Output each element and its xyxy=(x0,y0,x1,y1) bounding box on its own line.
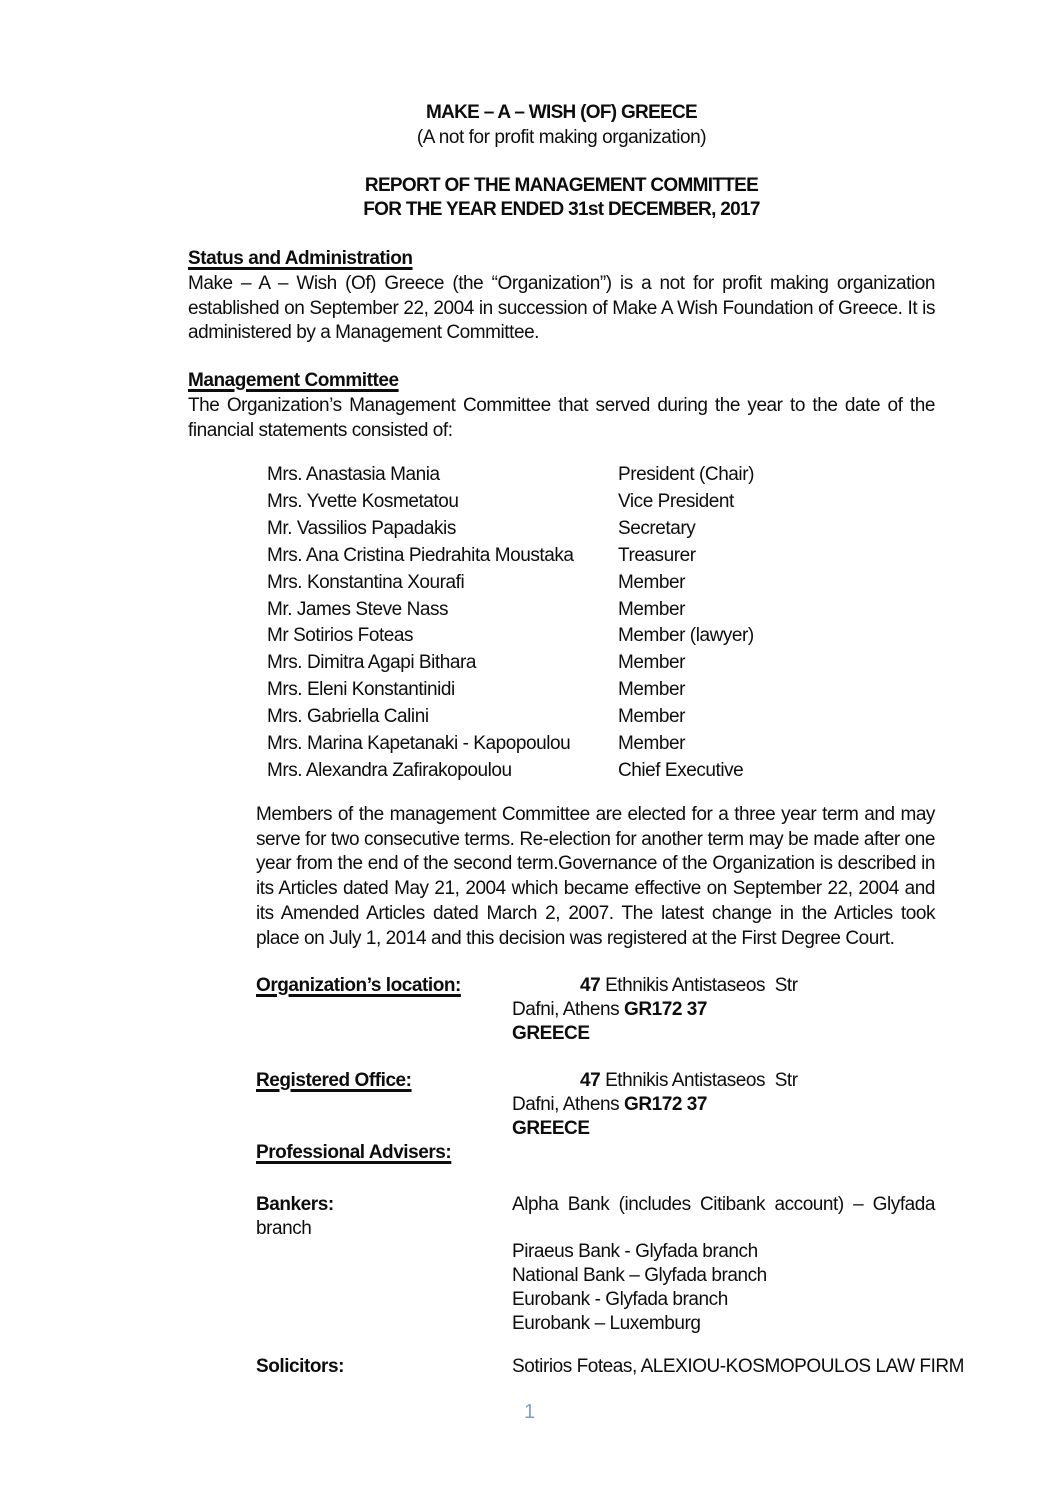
committee-terms-paragraph: Members of the management Committee are elected for a three year term and may serve for two consecutive terms. Re-election for another term may be made after one year from the end of the second term.Governance of the Organization is described in its Articles dated May 21, 2004 which became effective on September 22, 2004 and its Amended Articles dated March 2, 2007. The latest change in the Articles took place on July 1, 2014 and this decision was registered at the First Degree Court. xyxy=(256,804,935,949)
registered-office-street-number: 47 xyxy=(580,1070,601,1091)
member-role: President (Chair) xyxy=(618,464,754,485)
member-name: Mrs. Gabriella Calini xyxy=(267,706,429,728)
member-role: Member xyxy=(618,679,685,701)
location-label-wrap xyxy=(256,974,461,999)
member-name: Mr. Vassilios Papadakis xyxy=(267,517,456,539)
registered-office-city-prefix: Dafni, Athens xyxy=(512,1094,624,1116)
solicitors-label: Solicitors: xyxy=(256,1356,344,1377)
bankers-list-item: Eurobank – Luxemburg xyxy=(512,1313,701,1335)
member-role: Member (lawyer) xyxy=(618,625,754,647)
member-name: Mr. James Steve Nass xyxy=(267,598,449,620)
member-name: Mrs. Alexandra Zafirakopoulou xyxy=(267,759,512,781)
registered-office-street-name: Ethnikis Antistaseos Str xyxy=(600,1070,798,1091)
bankers-first-line-wrap: branch xyxy=(256,1218,312,1239)
document-title: MAKE – A – WISH (OF) GREECE xyxy=(425,102,698,123)
member-name: Mrs. Dimitra Agapi Bithara xyxy=(267,652,476,674)
member-role: Member xyxy=(618,733,685,755)
location-city xyxy=(512,998,952,1022)
committee-heading: Management Committee xyxy=(188,370,399,391)
location-address xyxy=(512,974,952,1047)
registered-office-label: Registered Office: xyxy=(256,1070,412,1091)
member-role: Vice President xyxy=(618,490,734,512)
member-name: Mrs. Yvette Kosmetatou xyxy=(267,490,459,512)
status-section xyxy=(188,247,935,346)
committee-intro: The Organization’s Management Committee that served during the year to the date of the financial statements consisted of: xyxy=(188,394,935,441)
report-title-line2: FOR THE YEAR ENDED 31st DECEMBER, 2017 xyxy=(363,199,760,221)
member-name: Mrs. Anastasia Mania xyxy=(267,464,440,485)
bankers-label: Bankers: xyxy=(256,1194,334,1215)
member-role: Member xyxy=(618,706,685,728)
member-role: Chief Executive xyxy=(618,759,744,781)
status-paragraph: Make – A – Wish (Of) Greece (the “Organization”) is a not for profit making organization established on September 22, 2004 in succession of Make A Wish Foundation of Greece. It is administered by a Management Committee. xyxy=(188,272,935,344)
member-name: Mr Sotirios Foteas xyxy=(267,625,414,647)
bankers-first-line: Alpha Bank (includes Citibank account) – Glyfada xyxy=(512,1194,935,1215)
member-role: Member xyxy=(618,571,685,593)
professional-advisers-label: Professional Advisers: xyxy=(256,1142,452,1163)
location-street-name: Ethnikis Antistaseos Str xyxy=(600,975,798,996)
member-role: Member xyxy=(618,598,685,620)
committee-members-list xyxy=(267,462,754,785)
member-name: Mrs. Konstantina Xourafi xyxy=(267,571,465,593)
bankers-list-item: Eurobank - Glyfada branch xyxy=(512,1289,728,1311)
location-street-number: 47 xyxy=(580,975,601,996)
solicitors-value: Sotirios Foteas, ALEXIOU-KOSMOPOULOS LAW FIRM xyxy=(512,1356,965,1377)
header-spacer xyxy=(188,151,935,174)
registered-office-street xyxy=(512,1069,952,1093)
bankers-list xyxy=(512,1240,767,1336)
committee-section xyxy=(188,369,935,443)
status-heading: Status and Administration xyxy=(188,248,413,269)
location-city-prefix: Dafni, Athens xyxy=(512,999,624,1021)
registered-office-postal-code: GR172 37 xyxy=(624,1094,708,1116)
report-title-line1: REPORT OF THE MANAGEMENT COMMITTEE xyxy=(364,174,759,196)
page-number: 1 xyxy=(523,1401,536,1423)
bankers-list-item: Piraeus Bank - Glyfada branch xyxy=(512,1241,758,1262)
location-label: Organization’s location: xyxy=(256,975,461,996)
professional-advisers-wrap xyxy=(256,1141,451,1166)
member-role: Treasurer xyxy=(618,544,696,566)
registered-office-city xyxy=(512,1093,952,1117)
document-header xyxy=(188,101,935,223)
member-role: Member xyxy=(618,652,685,674)
location-country: GREECE xyxy=(512,1023,590,1045)
member-role: Secretary xyxy=(618,517,696,539)
registered-office-address xyxy=(512,1069,952,1142)
member-name: Mrs. Eleni Konstantinidi xyxy=(267,679,455,701)
registered-office-label-wrap xyxy=(256,1069,412,1094)
document-subtitle: (A not for profit making organization) xyxy=(416,126,707,148)
registered-office-country: GREECE xyxy=(512,1118,590,1140)
location-street xyxy=(512,974,952,998)
member-name: Mrs. Ana Cristina Piedrahita Moustaka xyxy=(267,544,574,566)
bankers-list-item: National Bank – Glyfada branch xyxy=(512,1265,767,1287)
member-name: Mrs. Marina Kapetanaki - Kapopoulou xyxy=(267,733,571,755)
location-postal-code: GR172 37 xyxy=(624,999,708,1021)
